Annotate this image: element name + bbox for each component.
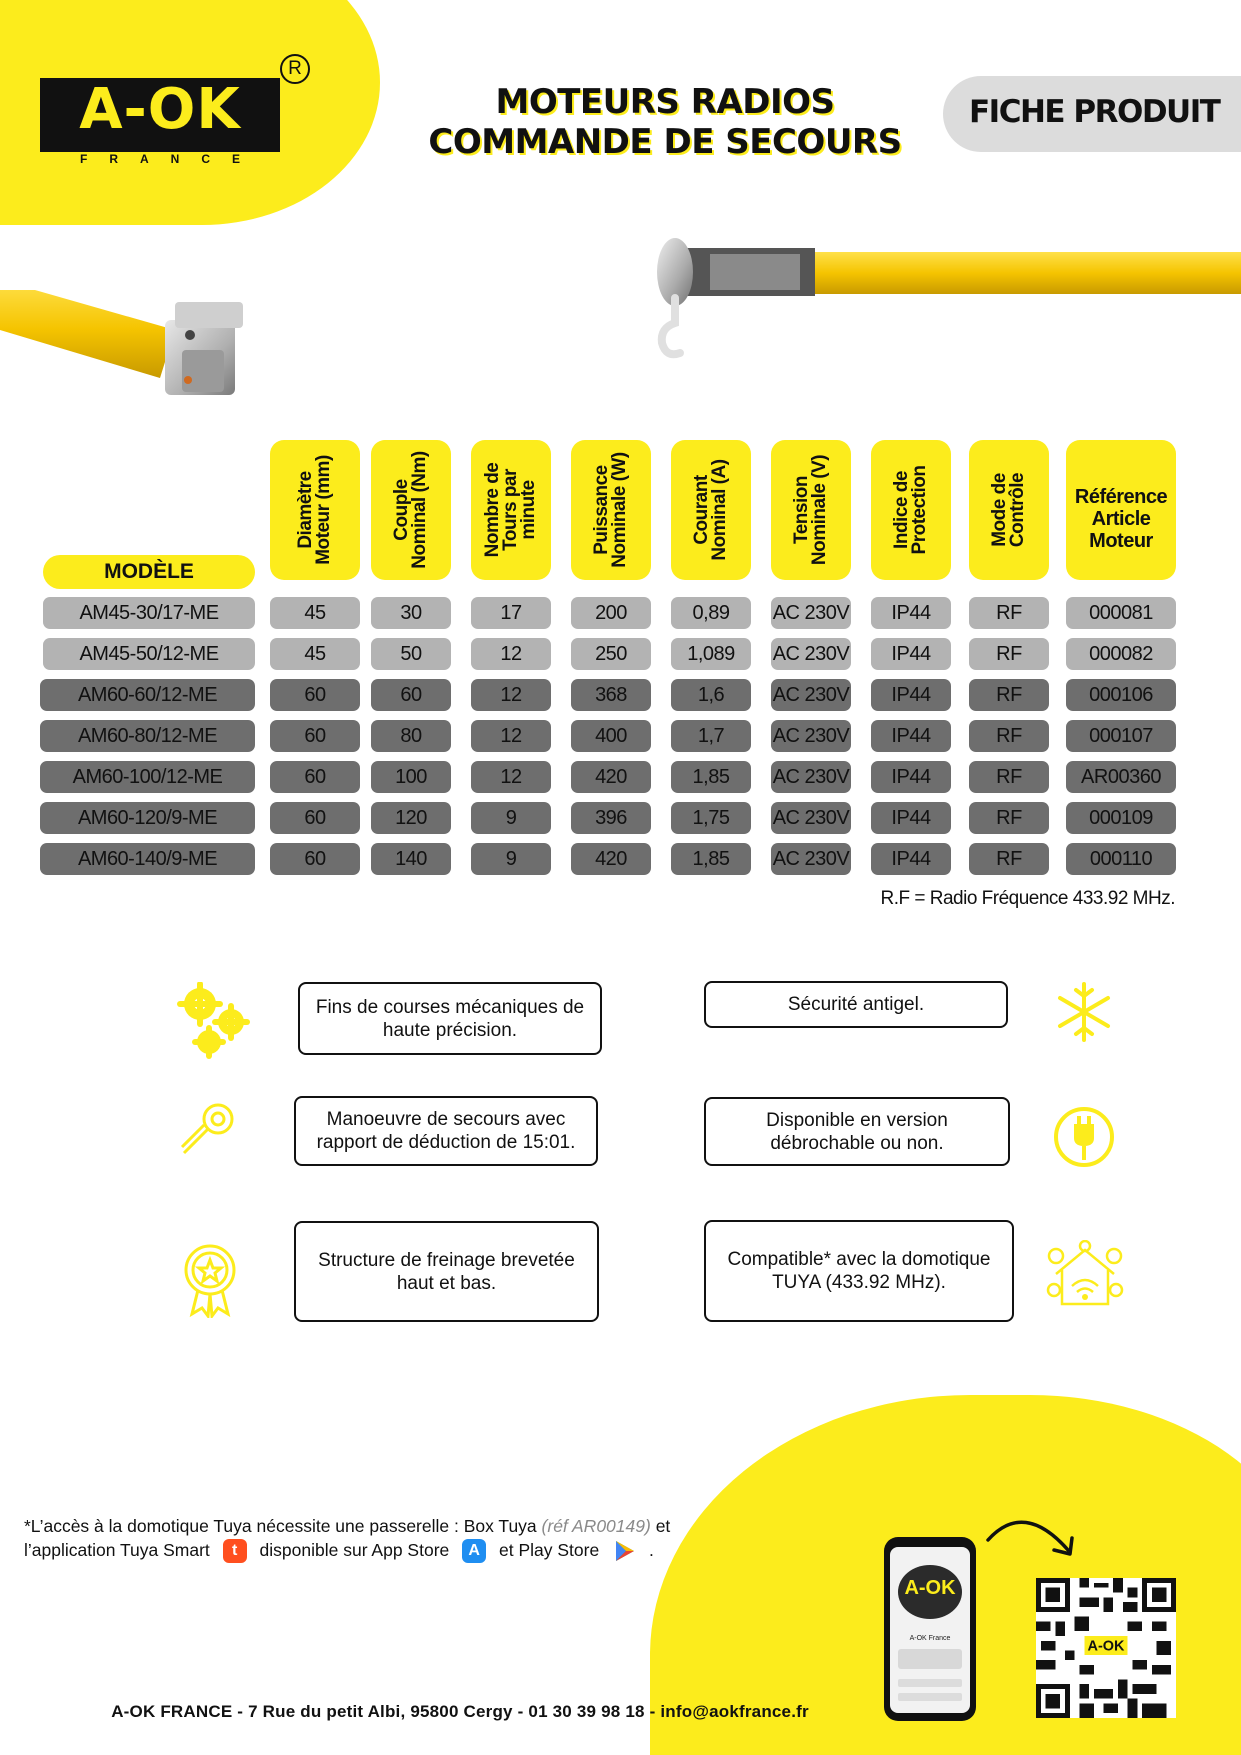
cell-reference: 000109 [1066,802,1176,834]
column-header-model: MODÈLE [43,555,255,589]
phone-screen [890,1547,970,1713]
feature-manual-override: Manoeuvre de secours avec rapport de déduction de 15:01. [294,1096,598,1166]
cell-diameter: 45 [270,597,360,629]
title-line-2: COMMANDE DE SECOURS [428,122,902,162]
column-header-power: Puissance Nominale (W) [571,440,651,580]
phone-input [898,1679,962,1687]
phone-logo: A-OK [904,1577,956,1599]
cell-current: 1,6 [671,679,751,711]
cell-protection: IP44 [871,802,951,834]
cell-rpm: 12 [471,720,551,752]
cell-torque: 140 [371,843,451,875]
rf-note: R.F = Radio Fréquence 433.92 MHz. [880,888,1175,909]
column-header-current: Courant Nominal (A) [671,440,751,580]
table-row [40,843,1190,875]
cell-model: AM45-50/12-ME [43,638,255,670]
cell-current: 1,089 [671,638,751,670]
box-reference: (réf AR00149) [541,1516,651,1536]
arrow-icon [984,1510,1084,1570]
cell-rpm: 12 [471,761,551,793]
cell-power: 420 [571,761,651,793]
table-row [40,720,1190,752]
cell-reference: AR00360 [1066,761,1176,793]
cell-control: RF [969,638,1049,670]
cell-torque: 50 [371,638,451,670]
qr-code[interactable] [1036,1578,1176,1718]
table-row [40,761,1190,793]
phone-site-title: A-OK France [909,1635,951,1642]
snowflake-icon [1052,980,1116,1044]
cell-rpm: 9 [471,843,551,875]
cell-rpm: 12 [471,638,551,670]
cell-torque: 100 [371,761,451,793]
cell-current: 1,7 [671,720,751,752]
cell-power: 250 [571,638,651,670]
registered-mark: R [280,54,310,84]
cell-diameter: 60 [270,761,360,793]
cell-model: AM45-30/17-ME [43,597,255,629]
cell-diameter: 60 [270,843,360,875]
cell-model: AM60-140/9-ME [40,843,255,875]
page-title [380,82,950,162]
cell-power: 368 [571,679,651,711]
title-line-1: MOTEURS RADIOS [495,82,835,122]
cell-diameter: 60 [270,679,360,711]
cell-model: AM60-60/12-ME [40,679,255,711]
cell-diameter: 60 [270,720,360,752]
logo-text: A-OK [79,77,241,142]
product-sheet-badge [943,76,1241,152]
cell-protection: IP44 [871,761,951,793]
spec-table [40,440,1190,890]
cell-control: RF [969,843,1049,875]
cell-voltage: AC 230V [771,761,851,793]
cell-diameter: 60 [270,802,360,834]
cell-reference: 000106 [1066,679,1176,711]
cell-model: AM60-100/12-ME [40,761,255,793]
wrench-gear-icon [178,1095,244,1161]
cell-reference: 000082 [1066,638,1176,670]
motor-right-image [650,228,1241,378]
cell-torque: 80 [371,720,451,752]
cell-control: RF [969,802,1049,834]
cell-current: 1,85 [671,761,751,793]
cell-current: 1,85 [671,843,751,875]
cell-power: 396 [571,802,651,834]
cell-voltage: AC 230V [771,720,851,752]
cell-rpm: 12 [471,679,551,711]
tuya-footnote: *L’accès à la domotique Tuya nécessite une passerelle : Box Tuya (réf AR00149) et l’application Tuya Smart t disponible sur App Store A et Play Store . [24,1514,784,1563]
footer-address: A-OK FRANCE - 7 Rue du petit Albi, 95800 Cergy - 01 30 39 98 18 - info@aokfrance.fr [111,1702,809,1721]
cell-control: RF [969,679,1049,711]
cell-current: 0,89 [671,597,751,629]
play-store-icon[interactable] [612,1539,636,1563]
feature-tuya: Compatible* avec la domotique TUYA (433.92 MHz). [704,1220,1014,1322]
cell-torque: 30 [371,597,451,629]
cell-reference: 000107 [1066,720,1176,752]
column-header-rpm: Nombre de Tours par minute [471,440,551,580]
column-header-protection: Indice de Protection [871,440,951,580]
cell-protection: IP44 [871,679,951,711]
motor-left-image [0,290,260,450]
feature-limit-switch: Fins de courses mécaniques de haute précision. [298,982,602,1055]
cell-rpm: 9 [471,802,551,834]
column-header-control: Mode de Contrôle [969,440,1049,580]
cell-voltage: AC 230V [771,843,851,875]
column-header-voltage: Tension Nominale (V) [771,440,851,580]
qr-logo: A-OK [1087,1638,1125,1655]
feature-braking: Structure de freinage brevetée haut et bas. [294,1221,599,1322]
table-row [40,802,1190,834]
cell-current: 1,75 [671,802,751,834]
product-sheet-label: FICHE PRODUIT [969,94,1220,130]
cell-voltage: AC 230V [771,597,851,629]
cell-model: AM60-80/12-ME [40,720,255,752]
cell-control: RF [969,720,1049,752]
cell-power: 420 [571,843,651,875]
brand-logo [40,78,280,152]
column-header-reference: Référence Article Moteur [1066,440,1176,580]
cell-protection: IP44 [871,597,951,629]
cell-diameter: 45 [270,638,360,670]
smart-home-icon [1046,1240,1124,1310]
tuya-app-icon[interactable]: t [223,1539,247,1563]
phone-input [898,1693,962,1701]
cell-control: RF [969,761,1049,793]
cell-voltage: AC 230V [771,638,851,670]
phone-mockup [884,1537,976,1721]
cell-model: AM60-120/9-ME [40,802,255,834]
table-row [40,679,1190,711]
table-row [40,638,1190,670]
award-badge-icon [182,1242,238,1318]
table-row [40,597,1190,629]
cell-voltage: AC 230V [771,802,851,834]
plug-icon [1052,1104,1116,1170]
column-header-diameter: Diamètre Moteur (mm) [270,440,360,580]
cell-voltage: AC 230V [771,679,851,711]
cell-protection: IP44 [871,720,951,752]
feature-antifreeze: Sécurité antigel. [704,981,1008,1028]
cell-power: 400 [571,720,651,752]
cell-torque: 120 [371,802,451,834]
gears-icon [176,982,252,1062]
cell-power: 200 [571,597,651,629]
column-header-torque: Couple Nominal (Nm) [371,440,451,580]
phone-text-block [898,1649,962,1669]
cell-rpm: 17 [471,597,551,629]
cell-protection: IP44 [871,843,951,875]
feature-detachable: Disponible en version débrochable ou non. [704,1097,1010,1166]
cell-reference: 000081 [1066,597,1176,629]
cell-protection: IP44 [871,638,951,670]
cell-control: RF [969,597,1049,629]
cell-torque: 60 [371,679,451,711]
app-store-icon[interactable]: A [462,1539,486,1563]
logo-subtext: FRANCE [80,152,262,166]
cell-reference: 000110 [1066,843,1176,875]
